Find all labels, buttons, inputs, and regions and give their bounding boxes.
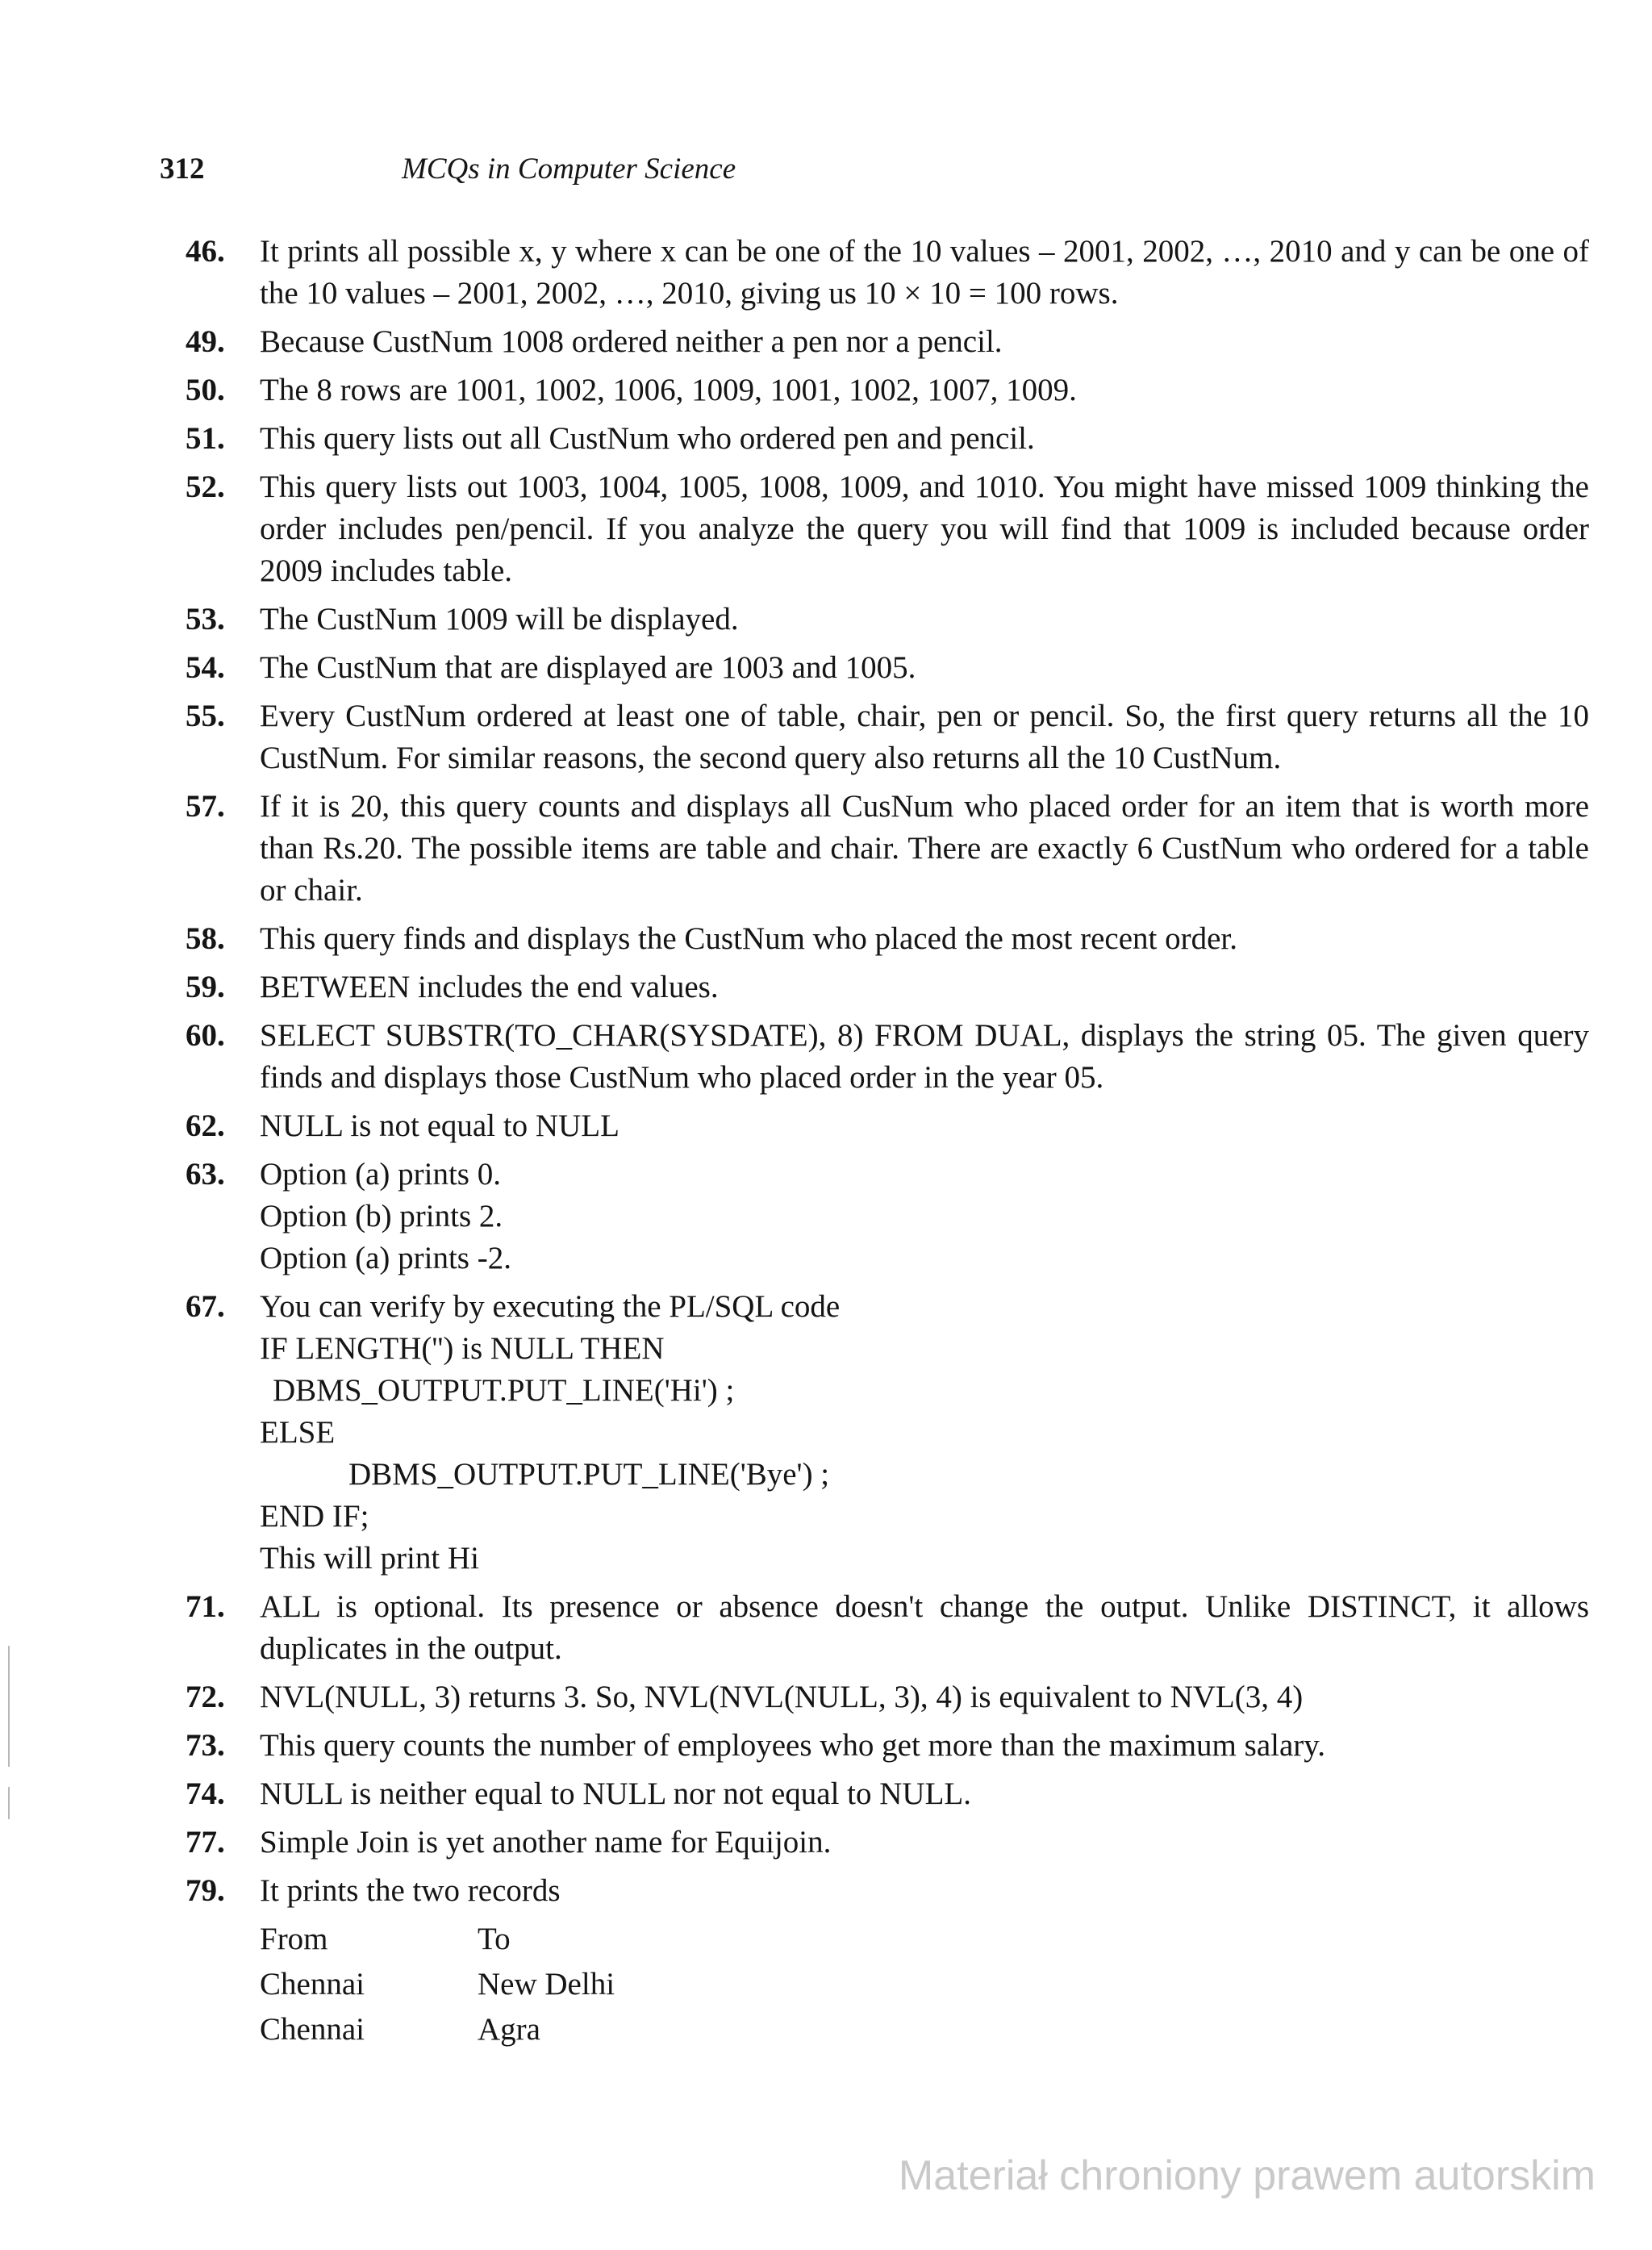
- code-line: ELSE: [260, 1415, 336, 1450]
- answer-item: [186, 231, 1589, 315]
- answer-number: 60.: [186, 1018, 225, 1053]
- answer-number: 50.: [186, 373, 225, 407]
- answer-number: 49.: [186, 324, 225, 359]
- answer-number: 54.: [186, 650, 225, 685]
- answer-item: [186, 466, 1589, 592]
- answer-text: This will print Hi: [260, 1541, 479, 1576]
- answer-item: [186, 1773, 1589, 1815]
- answer-text: Option (a) prints -2.: [260, 1241, 511, 1275]
- answer-text: It prints the two records: [260, 1873, 561, 1908]
- answer-item: [186, 1105, 1589, 1147]
- scan-margin-mark: [8, 1787, 10, 1819]
- table-cell: New Delhi: [478, 1967, 615, 2002]
- answer-number: 58.: [186, 921, 225, 956]
- table-header-row: [260, 1917, 615, 1962]
- answer-text: Option (a) prints 0.: [260, 1157, 501, 1192]
- answer-item: [186, 369, 1589, 411]
- answer-number: 73.: [186, 1728, 225, 1763]
- answer-number: 52.: [186, 470, 225, 504]
- table-cell: Chennai: [260, 2012, 365, 2047]
- answer-number: 53.: [186, 602, 225, 637]
- answer-item: [186, 1822, 1589, 1864]
- answer-number: 72.: [186, 1680, 225, 1714]
- page-header: [160, 152, 736, 186]
- answer-text: The CustNum that are displayed are 1003 and 1005.: [260, 650, 916, 685]
- table-header-cell: From: [260, 1922, 328, 1956]
- code-line: DBMS_OUTPUT.PUT_LINE('Bye') ;: [348, 1457, 830, 1492]
- answer-item: [186, 695, 1589, 779]
- answer-number: 79.: [186, 1873, 225, 1908]
- answer-text: This query counts the number of employees who get more than the maximum salary.: [260, 1728, 1325, 1763]
- answer-number: 67.: [186, 1289, 225, 1324]
- answer-number: 57.: [186, 789, 225, 824]
- answer-text: This query finds and displays the CustNum who placed the most recent order.: [260, 921, 1238, 956]
- answer-number: 77.: [186, 1825, 225, 1860]
- answer-item: [186, 1015, 1589, 1099]
- answer-text: The CustNum 1009 will be displayed.: [260, 602, 739, 637]
- answer-number: 62.: [186, 1108, 225, 1143]
- answer-number: 71.: [186, 1589, 225, 1624]
- table-row: [260, 2007, 615, 2052]
- answer-number: 51.: [186, 421, 225, 456]
- answer-item: [186, 1154, 1589, 1279]
- answer-text: BETWEEN includes the end values.: [260, 970, 719, 1004]
- answer-item: [186, 1725, 1589, 1767]
- answer-item: [186, 1586, 1589, 1670]
- answer-item: [186, 918, 1589, 960]
- answer-text: This query lists out 1003, 1004, 1005, 1008, 1009, and 1010. You might have missed 1009 thinking the order includes pen/pencil. If you analyze the query you will find that 1009 is included because order 2009 includes table.: [260, 470, 1589, 588]
- answer-item: [186, 1676, 1589, 1718]
- code-line: END IF;: [260, 1499, 369, 1534]
- table-cell: Chennai: [260, 1967, 365, 2002]
- answer-number: 59.: [186, 970, 225, 1004]
- answer-item: [186, 321, 1589, 363]
- answer-list: [186, 231, 1589, 2059]
- answer-text: Because CustNum 1008 ordered neither a pen nor a pencil.: [260, 324, 1003, 359]
- code-line: DBMS_OUTPUT.PUT_LINE('Hi') ;: [273, 1373, 735, 1408]
- page-number: 312: [160, 152, 205, 186]
- answer-text: SELECT SUBSTR(TO_CHAR(SYSDATE), 8) FROM DUAL, displays the string 05. The given query finds and displays those CustNum who placed order in the year 05.: [260, 1018, 1589, 1095]
- answer-text: NULL is not equal to NULL: [260, 1108, 620, 1143]
- answer-text: ALL is optional. Its presence or absence doesn't change the output. Unlike DISTINCT, it allows duplicates in the output.: [260, 1589, 1589, 1666]
- answer-text: Simple Join is yet another name for Equijoin.: [260, 1825, 832, 1860]
- copyright-watermark: Materiał chroniony prawem autorskim: [898, 2152, 1596, 2199]
- table-row: [260, 1962, 615, 2007]
- answer-number: 63.: [186, 1157, 225, 1192]
- answer-text: The 8 rows are 1001, 1002, 1006, 1009, 1001, 1002, 1007, 1009.: [260, 373, 1077, 407]
- answer-text: If it is 20, this query counts and displays all CusNum who placed order for an item that is worth more than Rs.20. The possible items are table and chair. There are exactly 6 CustNum who ordered for a table or chair.: [260, 789, 1589, 908]
- table-header-cell: To: [478, 1922, 511, 1956]
- table-cell: Agra: [478, 2012, 540, 2047]
- answer-item: [186, 1286, 1589, 1580]
- answer-number: 74.: [186, 1776, 225, 1811]
- answer-item: [186, 418, 1589, 460]
- answer-number: 46.: [186, 234, 225, 269]
- answer-item: [186, 647, 1589, 689]
- answer-text: Every CustNum ordered at least one of table, chair, pen or pencil. So, the first query returns all the 10 CustNum. For similar reasons, the second query also returns all the 10 CustNum.: [260, 699, 1589, 775]
- book-title: MCQs in Computer Science: [402, 152, 736, 186]
- answer-number: 55.: [186, 699, 225, 733]
- answer-item: [186, 786, 1589, 912]
- records-table: [260, 1917, 615, 2052]
- answer-text: Option (b) prints 2.: [260, 1199, 503, 1234]
- answer-text: It prints all possible x, y where x can be one of the 10 values – 2001, 2002, …, 2010 and y can be one of the 10 values – 2001, 2002, …, 2010, giving us 10 × 10 = 100 rows.: [260, 234, 1589, 311]
- answer-text: This query lists out all CustNum who ordered pen and pencil.: [260, 421, 1035, 456]
- scan-margin-mark: [8, 1646, 10, 1767]
- answer-item: [186, 599, 1589, 641]
- code-line: IF LENGTH('') is NULL THEN: [260, 1331, 665, 1366]
- answer-text: You can verify by executing the PL/SQL code: [260, 1289, 841, 1324]
- answer-item: [186, 966, 1589, 1008]
- answer-item: [186, 1870, 1589, 2052]
- answer-text: NULL is neither equal to NULL nor not equal to NULL.: [260, 1776, 971, 1811]
- answer-text: NVL(NULL, 3) returns 3. So, NVL(NVL(NULL, 3), 4) is equivalent to NVL(3, 4): [260, 1680, 1304, 1714]
